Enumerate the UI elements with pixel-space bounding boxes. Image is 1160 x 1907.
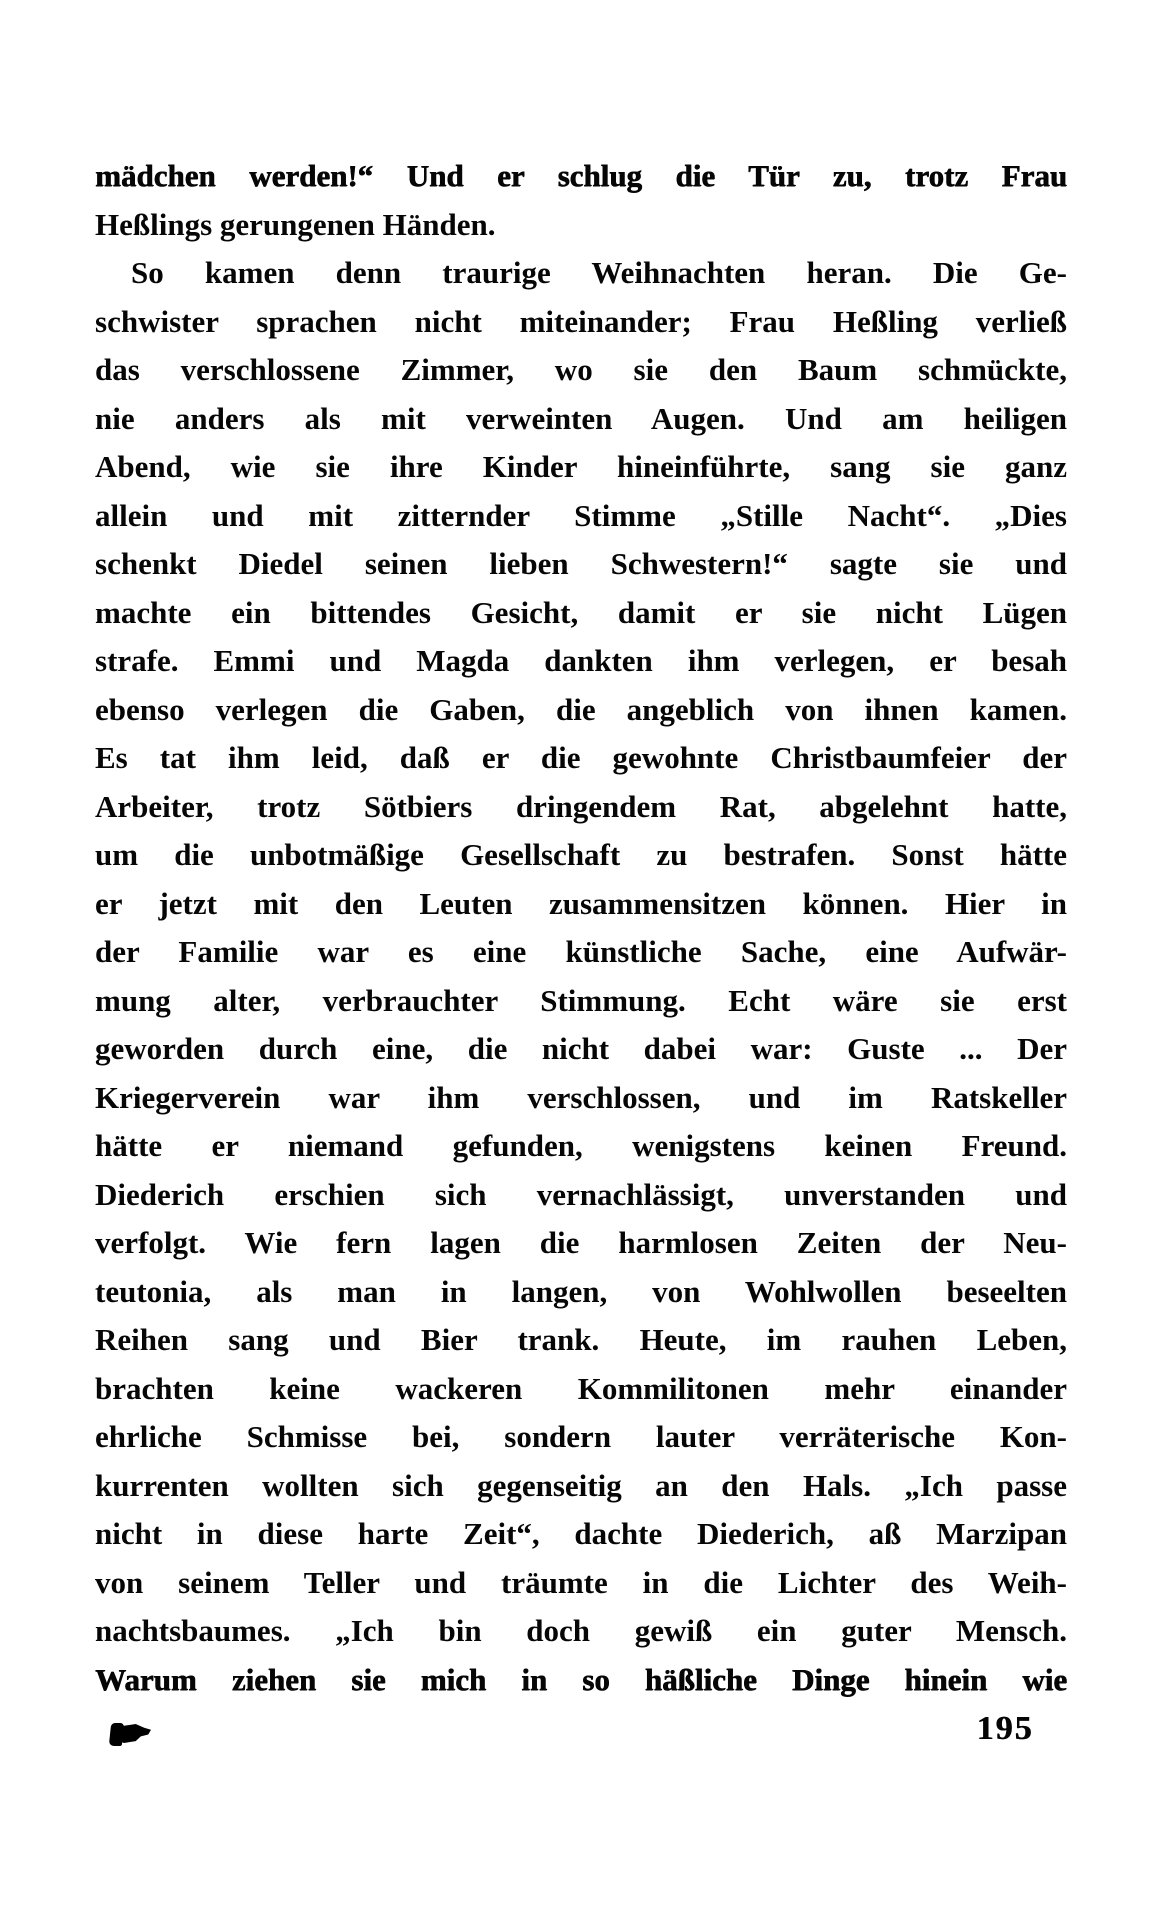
text-line: Kriegerverein war ihm verschlossen, und im Ratskeller <box>95 1079 1067 1115</box>
text-line: allein und mit zitternder Stimme „Stille Nacht“. „Dies <box>95 497 1067 533</box>
text-line: brachten keine wackeren Kommilitonen mehr einander <box>95 1370 1067 1406</box>
text-line: mädchen werden!“ Und er schlug die Tür zu, trotz Frau <box>95 158 1067 193</box>
text-line: Abend, wie sie ihre Kinder hineinführte, sang sie ganz <box>95 449 1067 484</box>
ink-smudge-icon <box>110 1721 152 1749</box>
text-line: machte ein bittendes Gesicht, damit er sie nicht Lügen <box>95 594 1067 630</box>
text-line: der Familie war es eine künstliche Sache, eine Aufwär- <box>95 934 1067 969</box>
text-line: hätte er niemand gefunden, wenigstens keinen Freund. <box>95 1128 1067 1163</box>
text-line: mung alter, verbrauchter Stimmung. Echt wäre sie erst <box>95 982 1067 1018</box>
text-line: ebenso verlegen die Gaben, die angeblich von ihnen kamen. <box>95 691 1067 727</box>
text-line: um die unbotmäßige Gesellschaft zu bestrafen. Sonst hätte <box>95 837 1067 872</box>
text-line: Reihen sang und Bier trank. Heute, im rauhen Leben, <box>95 1322 1067 1357</box>
text-line: er jetzt mit den Leuten zusammensitzen können. Hier in <box>95 885 1067 921</box>
text-line: strafe. Emmi und Magda dankten ihm verlegen, er besah <box>95 643 1067 678</box>
text-line: von seinem Teller und träumte in die Lichter des Weih- <box>95 1564 1067 1600</box>
text-line: das verschlossene Zimmer, wo sie den Baum schmückte, <box>95 352 1067 387</box>
text-line: Es tat ihm leid, daß er die gewohnte Christbaumfeier der <box>95 740 1067 775</box>
text-line: nie anders als mit verweinten Augen. Und am heiligen <box>95 400 1067 436</box>
text-line: kurrenten wollten sich gegenseitig an den Hals. „Ich passe <box>95 1467 1067 1503</box>
text-line: Heßlings gerungenen Händen. <box>95 206 496 242</box>
text-line: nachtsbaumes. „Ich bin doch gewiß ein guter Mensch. <box>95 1613 1067 1648</box>
text-line: So kamen denn traurige Weihnachten heran. Die Ge- <box>131 255 1067 290</box>
page-text <box>95 152 1067 1704</box>
text-line: verfolgt. Wie fern lagen die harmlosen Zeiten der Neu- <box>95 1225 1067 1260</box>
text-line: Arbeiter, trotz Sötbiers dringendem Rat, abgelehnt hatte, <box>95 788 1067 824</box>
text-line: ehrliche Schmisse bei, sondern lauter verräterische Kon- <box>95 1419 1067 1454</box>
text-line: geworden durch eine, die nicht dabei war: Guste ... Der <box>95 1031 1067 1066</box>
text-line: schenkt Diedel seinen lieben Schwestern!“ sagte sie und <box>95 546 1067 581</box>
text-line: nicht in diese harte Zeit“, dachte Diederich, aß Marzipan <box>95 1516 1067 1551</box>
text-line: teutonia, als man in langen, von Wohlwollen beseelten <box>95 1273 1067 1309</box>
text-line: Diederich erschien sich vernachlässigt, unverstanden und <box>95 1176 1067 1212</box>
text-line: Warum ziehen sie mich in so häßliche Dinge hinein wie <box>95 1661 1067 1697</box>
text-line: schwister sprachen nicht miteinander; Frau Heßling verließ <box>95 303 1067 339</box>
page-number: 195 <box>976 1710 1034 1747</box>
